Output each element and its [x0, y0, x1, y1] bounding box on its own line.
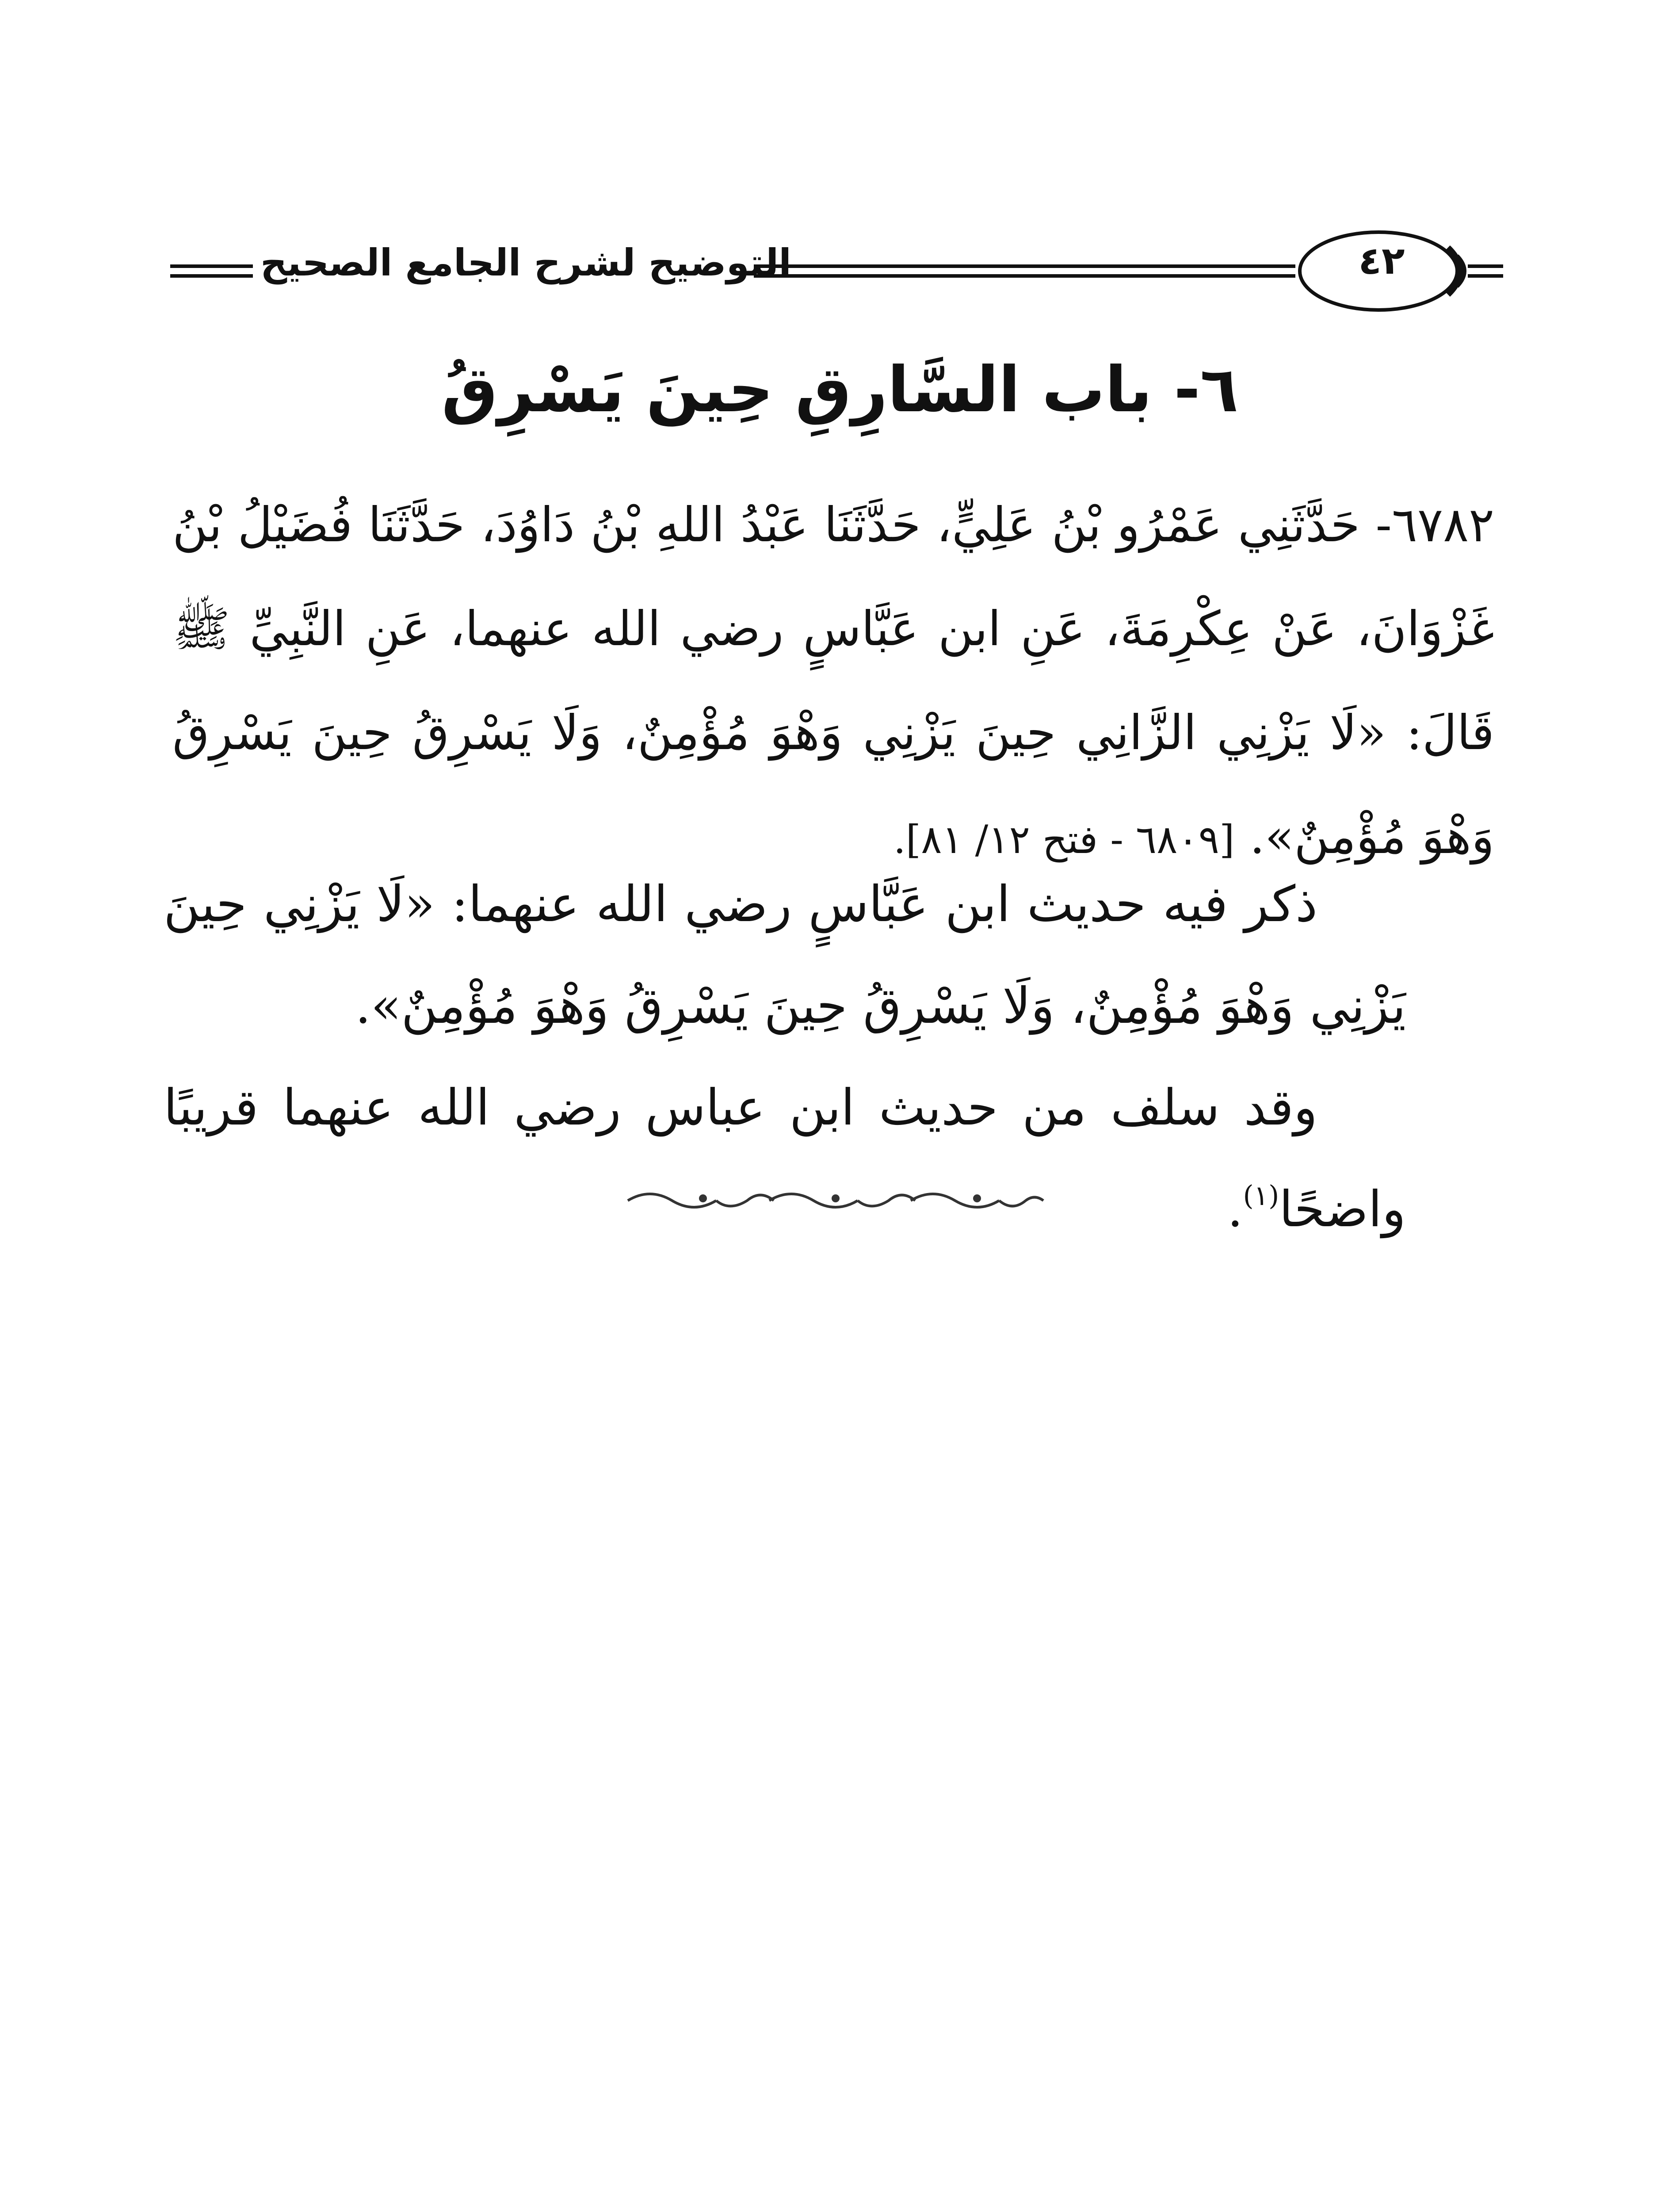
hadith-reference: [٦٨٠٩ - فتح ١٢/ ٨١]. — [893, 817, 1235, 862]
hadith-text: حَدَّثَنِي عَمْرُو بْنُ عَلِيٍّ، حَدَّثَنَا عَبْدُ اللهِ بْنُ دَاوُدَ، حَدَّثَنَا فُضَيْلُ بْنُ غَزْوَانَ، عَنْ عِكْرِمَةَ، عَنِ ابن عَبَّاسٍ رضي الله عنهما، عَنِ النَّبِيِّ ﷺ قَالَ: «لَا يَزْنِي الزَّانِي حِينَ يَزْنِي وَهْوَ مُؤْمِنٌ، وَلَا يَسْرِقُ حِينَ يَسْرِقُ وَهْوَ مُؤْمِنٌ». — [172, 497, 1494, 865]
commentary-paragraph: ذكر فيه حديث ابن عَبَّاسٍ رضي الله عنهما: «لَا يَزْنِي حِينَ يَزْنِي وَهْوَ مُؤْمِنٌ، وَلَا يَسْرِقُ حِينَ يَسْرِقُ وَهْوَ مُؤْمِنٌ». — [164, 876, 1406, 1035]
footnote-marker[interactable]: (١) — [1243, 1179, 1279, 1212]
ornament-divider — [623, 1185, 1048, 1216]
hadith-block — [172, 473, 1494, 891]
chapter-heading: ٦- باب السَّارِقِ حِينَ يَسْرِقُ — [441, 353, 1239, 426]
header-rules — [0, 0, 1680, 398]
commentary-end-punctuation: . — [1227, 1181, 1243, 1238]
running-title: التوضيح لشرح الجامع الصحيح — [260, 241, 791, 284]
commentary-paragraph — [164, 1057, 1406, 1260]
hadith-number: ٦٧٨٢- — [1375, 497, 1494, 553]
page-number: ٤٢ — [1358, 239, 1405, 283]
commentary-text: وقد سلف من حديث ابن عباس رضي الله عنهما قريبًا واضحًا — [164, 1079, 1406, 1238]
